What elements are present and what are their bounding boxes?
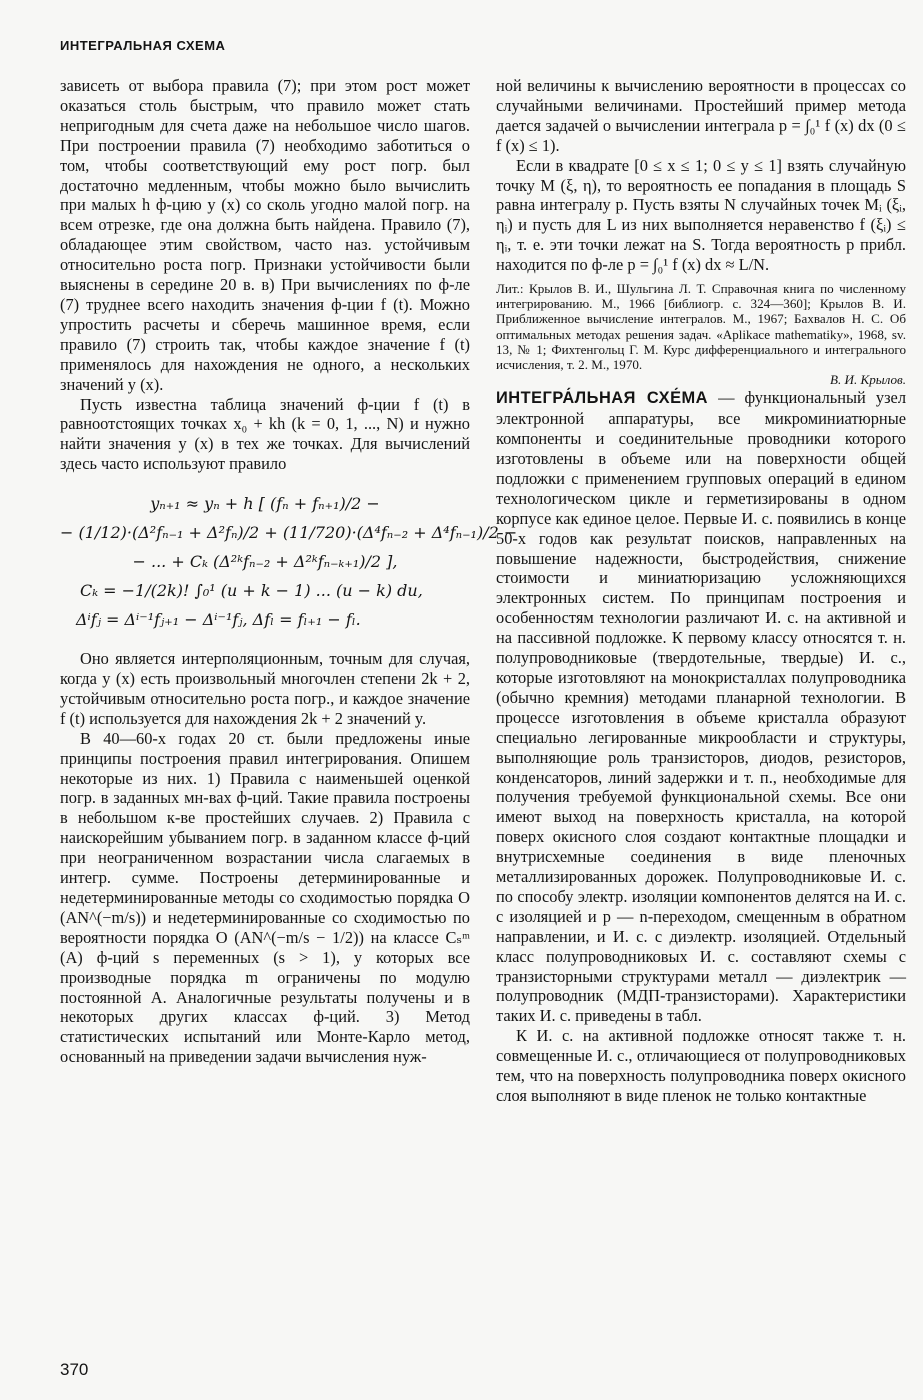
formula-line-4: Cₖ = −1/(2k)! ∫₀¹ (u + k − 1) ... (u − k) du, <box>80 581 423 601</box>
formula-line-3: − ... + Cₖ (Δ²ᵏfₙ₋₂ + Δ²ᵏfₙ₋ₖ₊₁)/2 ], <box>132 552 398 572</box>
right-column <box>496 76 906 1106</box>
paragraph-monte-carlo: ной величины к вычислению вероятности в процессах со случайными величинами. Простейший пример метода дается задачей о вычислении интеграла p = ∫₀¹ f (x) dx (0 ≤ f (x) ≤ 1). <box>496 76 906 155</box>
paragraph-stability: зависеть от выбора правила (7); при этом рост может оказаться столь быстрым, что правило может стать непригодным для счета даже на небольшое число шагов. При построении правила (7) необходимо заботиться о том, чтобы соответствующий ему рост погр. был достаточно медленным, чтобы можно было вычислить при малых h ф-цию y (x) со сколь угодно малой погр. на всем отрезке, где она должна быть найдена. Правило (7), обладающее этим свойством, часто наз. устойчивым относительно роста погр. Признаки устойчивости были выяснены в середине 20 в. в) При вычислениях по ф-ле (7) труднее всего находить значения ф-ции f (t). Можно упростить расчеты и сберечь машинное время, если правило (7) строить так, чтобы каждое значение f (t) применялось для нахождения не одного, а нескольких значений y (x). <box>60 76 470 394</box>
formula-line-5: Δⁱfⱼ = Δⁱ⁻¹fⱼ₊₁ − Δⁱ⁻¹fⱼ, Δfₗ = fₗ₊₁ − fₗ. <box>76 610 361 630</box>
article-headword: ИНТЕГРА́ЛЬНАЯ СХЕ́МА <box>496 389 709 408</box>
paragraph-principles: В 40—60-х годах 20 ст. были предложены иные принципы построения правил интегрирования. Опишем некоторые из них. 1) Правила с наименьшей оценкой погр. в заданных мн-вах ф-ций. Такие правила построены в небольшом к-ве простейших случаев. 2) Правила с наискорейшим убыванием погр. в заданном классе ф-ций при неограниченном возрастании числа слагаемых в интегр. сумме. Построены детерминированные и недетерминированные методы со сходимостью порядка O (AN^(−m/s)) и недетерминированные со сходимостью по вероятности порядка O (AN^(−m/s − 1/2)) на классе Cₛᵐ (A) ф-ций s переменных (s > 1), у которых все производные порядка m ограничены по модулю постоянной A. Аналогичные результаты получены и в некоторых других классах ф-ций. 3) Метод статистических испытаний или Монте-Карло метод, основанный на приведении задачи вычисления нуж- <box>60 728 470 1067</box>
left-column <box>60 76 518 1067</box>
paragraph-table-values: Пусть известна таблица значений ф-ции f (t) в равноотстоящих точках x₀ + kh (k = 0, 1, ..., N) и нужно найти значения y (x) в тех же точках. Для вычислений здесь часто используют правило <box>60 394 470 474</box>
running-header: ИНТЕГРАЛЬНАЯ СХЕМА <box>60 38 226 53</box>
integration-rule-formula <box>60 478 518 645</box>
paragraph-interpolation: Оно является интерполяционным, точным для случая, когда y (x) есть произвольный многочлен степени 2k + 2, устойчивым относительно роста погр., и каждое значение f (t) используется для нахождения 2k + 2 значений y. <box>60 649 470 728</box>
bibliography: Лит.: Крылов В. И., Шульгина Л. Т. Справочная книга по численному интегрированию. М., 1966 [библиогр. с. 324—360]; Крылов В. И. Приближенное вычисление интегралов. М., 1967; Бахвалов Н. С. Об оптимальных методах решения задач. «Aplikace mathematiky», 1968, sv. 13, № 1; Фихтенгольц Г. М. Курс дифференциального и интегрального исчисления, т. 2. М., 1970. <box>496 281 906 373</box>
formula-line-1: yₙ₊₁ ≈ yₙ + h [ (fₙ + fₙ₊₁)/2 − <box>150 494 380 514</box>
author-signature: В. И. Крылов. <box>829 372 906 388</box>
paragraph-active-substrate: К И. с. на активной подложке относят также т. н. совмещенные И. с., отличающиеся от полупроводниковых тем, что на поверхность полупроводника поверх окисного слоя выполняют в виде пленок не только контактные <box>496 1026 906 1105</box>
page-number: 370 <box>60 1360 89 1379</box>
formula-line-2: − (1/12)·(Δ²fₙ₋₁ + Δ²fₙ)/2 + (11/720)·(Δ⁴fₙ₋₂ + Δ⁴fₙ₋₁)/2 − <box>60 523 518 543</box>
article-body: — функциональный узел электронной аппаратуры, все микроминиатюрные компоненты и соединительные проводники которого изготовлены в объеме или на поверхности общей подложки с применением групповых операций в едином технологическом цикле и герметизированы в одном корпусе как единое целое. Первые И. с. появились в конце 50-х годов как результат поисков, направленных на повышение надежности, быстродействия, снижение стоимости и миниатюризацию усложняющихся электронных систем. По принципам построения и особенностям технологии различают И. с. на активной и на пассивной подложке. К первому классу относятся т. н. полупроводниковые (твердотельные, твердые) И. с., которые изготовляют на монокристаллах полупроводника (обычно кремния) методами планарной технологии. В процессе изготовления в объеме кристалла образуют специально легированные микрообласти и структуры, выполняющие роль транзисторов, диодов, резисторов, конденсаторов, линий задержки и т. п., необходимые для получения требуемой функциональной схемы. Все они имеют выход на поверхность кристалла, на которой поверх окисного слоя создают контактные площадки и внутрисхемные соединения в виде пленочных металлизированных дорожек. Полупроводниковые И. с. по способу электр. изоляции компонентов делятся на И. с. с изоляцией и p — n-переходом, смещенным в обратном направлении, и И. с. с диэлектр. изоляцией. Отдельный класс полупроводниковых И. с. составляют схемы с транзисторными структурами металл — диэлектрик — полупроводник (МДП-транзисторами). Характеристики таких И. с. приведены в табл. <box>496 388 906 1026</box>
article-integral-circuit <box>496 388 906 1026</box>
paragraph-random-points: Если в квадрате [0 ≤ x ≤ 1; 0 ≤ y ≤ 1] взять случайную точку M (ξ, η), то вероятность ее попадания в площадь S равна интегралу p. Пусть взяты N случайных точек Mᵢ (ξᵢ, ηᵢ) и пусть для L из них выполняется неравенство f (ξᵢ) ≤ ηᵢ, т. е. эти точки лежат на S. Тогда вероятность p прибл. находится по ф-ле p = ∫₀¹ f (x) dx ≈ L/N. <box>496 155 906 275</box>
